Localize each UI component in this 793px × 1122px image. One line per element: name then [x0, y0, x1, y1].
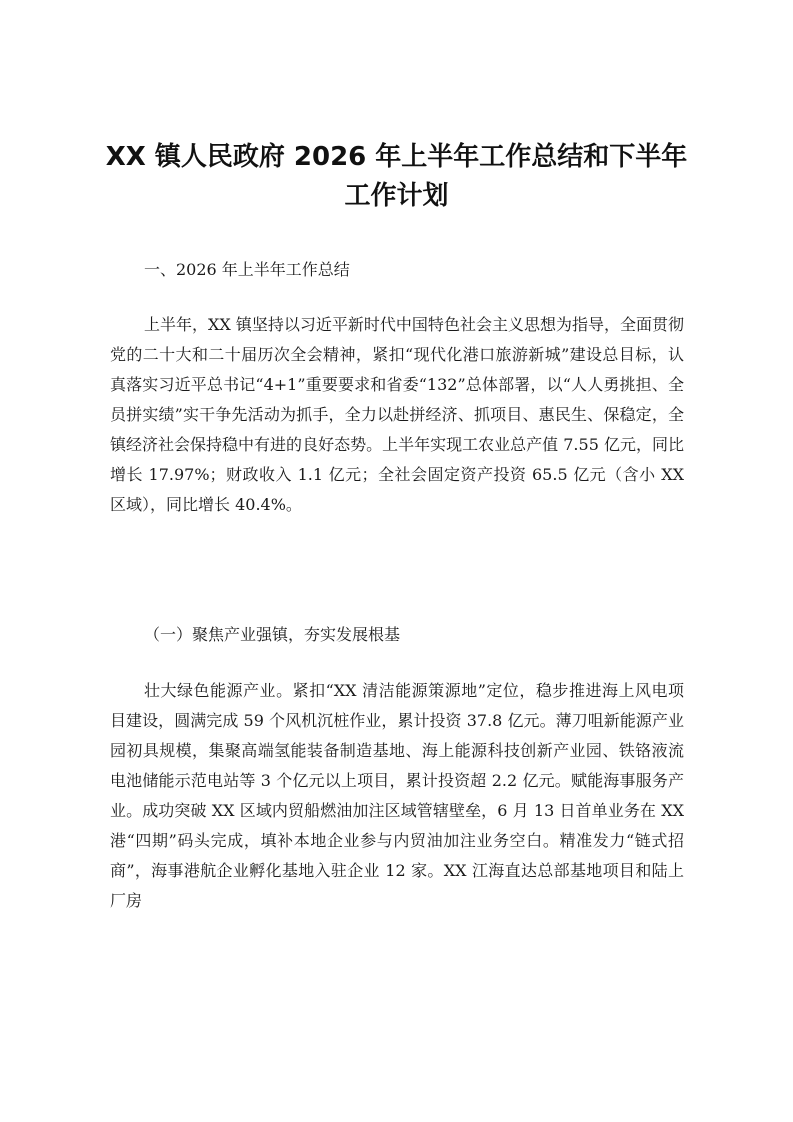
section-heading: 一、2026 年上半年工作总结: [144, 260, 350, 279]
subsection-paragraph: 壮大绿色能源产业。紧扣“XX 清洁能源策源地”定位，稳步推进海上风电项目建设，圆满完成 59 个风机沉桩作业，累计投资 37.8 亿元。薄刀咀新能源产业园初具规模，集聚高端氢能装备制造基地、海上能源科技创新产业园、铁铬液流电池储能示范电站等 3 个亿元以上项目，累计投资超 2.2 亿元。赋能海事服务产业。成功突破 XX 区域内贸船燃油加注区域管辖壁垒，6 月 13 日首单业务在 XX 港“四期”码头完成，填补本地企业参与内贸油加注业务空白。精准发力“链式招商”，海事港航企业孵化基地入驻企业 12 家。XX 江海直达总部基地项目和陆上厂房: [110, 681, 684, 910]
subsection-heading: （一）聚焦产业强镇，夯实发展根基: [144, 625, 401, 644]
section-paragraph: 上半年，XX 镇坚持以习近平新时代中国特色社会主义思想为指导，全面贯彻党的二十大和二十届历次全会精神，紧扣“现代化港口旅游新城”建设总目标，认真落实习近平总书记“4+1”重要要求和省委“132”总体部署，以“人人勇挑担、全员拼实绩”实干争先活动为抓手，全力以赴拼经济、抓项目、惠民生、保稳定，全镇经济社会保持稳中有进的良好态势。上半年实现工农业总产值 7.55 亿元，同比增长 17.97%；财政收入 1.1 亿元；全社会固定资产投资 65.5 亿元（含小 XX 区域），同比增长 40.4%。: [110, 315, 684, 514]
document-title: XX 镇人民政府 2026 年上半年工作总结和下半年工作计划: [105, 142, 688, 211]
